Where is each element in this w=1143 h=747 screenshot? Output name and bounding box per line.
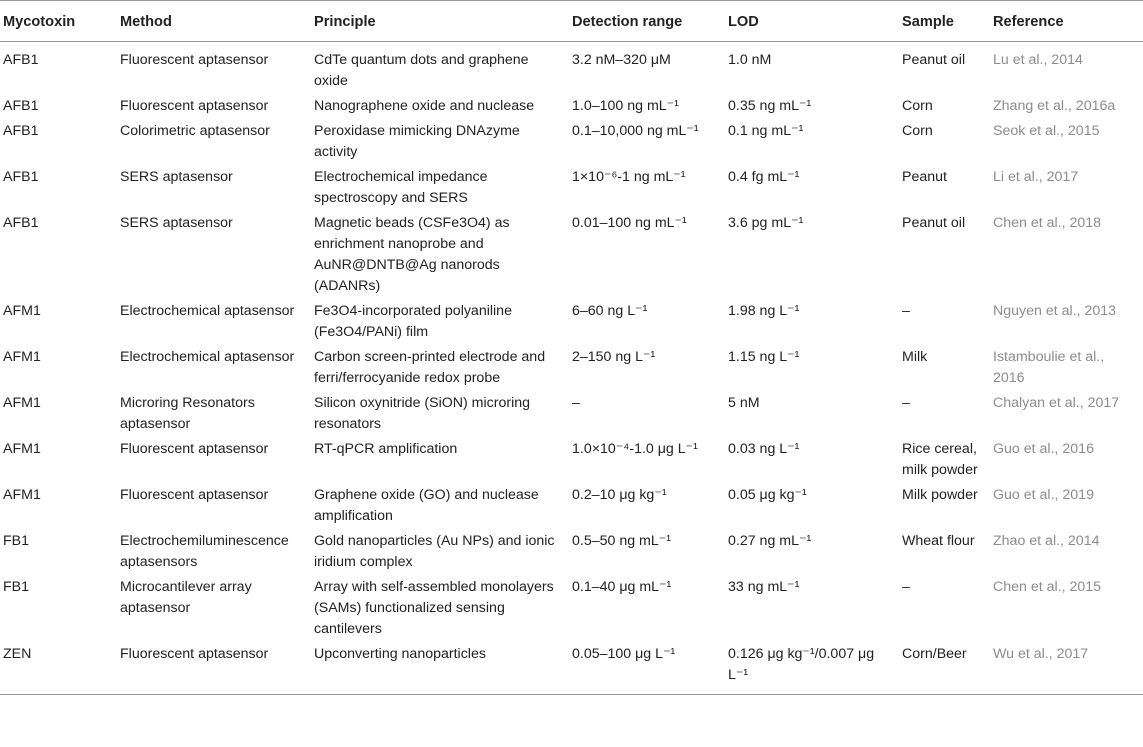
cell-sample: – xyxy=(902,579,910,595)
cell-lod: 0.35 ng mL⁻¹ xyxy=(728,98,812,114)
cell-method: Electrochemical aptasensor xyxy=(120,349,295,365)
cell-mycotoxin: FB1 xyxy=(3,579,30,595)
cell-range: 0.1–10,000 ng mL⁻¹ xyxy=(572,123,699,139)
cell-reference[interactable]: Seok et al., 2015 xyxy=(993,123,1100,139)
cell-range: 1×10⁻⁶-1 ng mL⁻¹ xyxy=(572,169,686,185)
cell-mycotoxin: AFB1 xyxy=(3,169,39,185)
cell-principle: RT-qPCR amplification xyxy=(314,441,458,457)
cell-reference[interactable]: Chen et al., 2018 xyxy=(993,215,1102,231)
cell-range: 0.5–50 ng mL⁻¹ xyxy=(572,533,671,549)
cell-principle: Electrochemical impedance spectroscopy and SERS xyxy=(314,169,488,206)
cell-reference[interactable]: Zhao et al., 2014 xyxy=(993,533,1100,549)
cell-lod: 33 ng mL⁻¹ xyxy=(728,579,800,595)
cell-method: Fluorescent aptasensor xyxy=(120,52,269,68)
cell-range: – xyxy=(572,395,580,411)
cell-reference[interactable]: Lu et al., 2014 xyxy=(993,52,1083,68)
cell-reference[interactable]: Zhang et al., 2016a xyxy=(993,98,1116,114)
cell-principle: Graphene oxide (GO) and nuclease amplification xyxy=(314,487,539,524)
cell-lod: 0.05 μg kg⁻¹ xyxy=(728,487,807,503)
cell-sample: Corn/Beer xyxy=(896,644,987,695)
cell-principle: Silicon oxynitride (SiON) microring resonators xyxy=(314,395,531,432)
cell-range: 1.0–100 ng mL⁻¹ xyxy=(572,98,679,114)
cell-range: 3.2 nM–320 μM xyxy=(572,52,671,68)
cell-principle: Nanographene oxide and nuclease xyxy=(314,98,535,114)
cell-reference[interactable]: Guo et al., 2016 xyxy=(993,441,1094,457)
cell-sample: Peanut xyxy=(902,169,947,185)
cell-mycotoxin: AFM1 xyxy=(3,349,41,365)
cell-reference[interactable]: Nguyen et al., 2013 xyxy=(993,303,1117,319)
table-row xyxy=(0,213,1143,301)
cell-method: SERS aptasensor xyxy=(120,215,233,231)
cell-range: 0.01–100 ng mL⁻¹ xyxy=(572,215,687,231)
table-row xyxy=(0,301,1143,347)
cell-lod: 0.4 fg mL⁻¹ xyxy=(728,169,800,185)
cell-lod: 3.6 pg mL⁻¹ xyxy=(728,215,804,231)
cell-reference[interactable]: Chalyan et al., 2017 xyxy=(993,395,1120,411)
cell-principle: Upconverting nanoparticles xyxy=(308,644,566,695)
cell-sample: Milk xyxy=(902,349,928,365)
cell-method: Colorimetric aptasensor xyxy=(120,123,270,139)
cell-sample: – xyxy=(902,303,910,319)
table-row xyxy=(0,439,1143,485)
header-method: Method xyxy=(114,1,308,42)
header-detection-range: Detection range xyxy=(566,1,722,42)
cell-range: 0.05–100 μg L⁻¹ xyxy=(566,644,722,695)
cell-method: Electrochemical aptasensor xyxy=(120,303,295,319)
table-row xyxy=(0,577,1143,644)
cell-principle: Peroxidase mimicking DNAzyme activity xyxy=(314,123,520,160)
cell-principle: CdTe quantum dots and graphene oxide xyxy=(314,52,529,89)
cell-range: 6–60 ng L⁻¹ xyxy=(572,303,648,319)
cell-reference[interactable]: Guo et al., 2019 xyxy=(993,487,1094,503)
table-header xyxy=(0,1,1143,42)
table-row xyxy=(0,42,1143,97)
table-row xyxy=(0,393,1143,439)
cell-mycotoxin: AFM1 xyxy=(3,303,41,319)
table-row xyxy=(0,121,1143,167)
table-row xyxy=(0,347,1143,393)
cell-lod: 1.0 nM xyxy=(728,52,772,68)
cell-mycotoxin: ZEN xyxy=(0,644,114,695)
cell-principle: Carbon screen-printed electrode and ferri/ferrocyanide redox probe xyxy=(314,349,546,386)
cell-range: 2–150 ng L⁻¹ xyxy=(572,349,656,365)
cell-mycotoxin: AFB1 xyxy=(3,123,39,139)
cell-lod: 0.27 ng mL⁻¹ xyxy=(728,533,812,549)
cell-sample: Corn xyxy=(902,123,933,139)
cell-mycotoxin: AFM1 xyxy=(3,441,41,457)
cell-sample: – xyxy=(902,395,910,411)
cell-lod: 1.15 ng L⁻¹ xyxy=(728,349,800,365)
header-principle: Principle xyxy=(308,1,566,42)
cell-principle: Gold nanoparticles (Au NPs) and ionic iridium complex xyxy=(314,533,555,570)
table-row xyxy=(0,531,1143,577)
cell-method: Microcantilever array aptasensor xyxy=(120,579,252,616)
cell-mycotoxin: FB1 xyxy=(3,533,30,549)
cell-sample: Wheat flour xyxy=(902,533,975,549)
cell-reference[interactable]: Li et al., 2017 xyxy=(993,169,1079,185)
cell-range: 1.0×10⁻⁴-1.0 μg L⁻¹ xyxy=(572,441,698,457)
header-mycotoxin: Mycotoxin xyxy=(0,1,114,42)
cell-range: 0.1–40 μg mL⁻¹ xyxy=(572,579,672,595)
cell-mycotoxin: AFB1 xyxy=(3,98,39,114)
cell-mycotoxin: AFM1 xyxy=(3,395,41,411)
cell-method: Fluorescent aptasensor xyxy=(120,487,269,503)
header-sample: Sample xyxy=(896,1,987,42)
cell-lod: 0.03 ng L⁻¹ xyxy=(728,441,800,457)
table-row xyxy=(0,485,1143,531)
cell-mycotoxin: AFB1 xyxy=(3,52,39,68)
cell-sample: Milk powder xyxy=(902,487,978,503)
cell-range: 0.2–10 μg kg⁻¹ xyxy=(572,487,667,503)
cell-mycotoxin: AFB1 xyxy=(3,215,39,231)
cell-lod: 0.126 μg kg⁻¹/0.007 μg L⁻¹ xyxy=(722,644,896,695)
cell-method: Fluorescent aptasensor xyxy=(120,98,269,114)
cell-reference[interactable]: Istamboulie et al., 2016 xyxy=(993,349,1105,386)
cell-sample: Rice cereal, milk powder xyxy=(902,441,978,478)
cell-sample: Peanut oil xyxy=(902,215,966,231)
cell-method: Fluorescent aptasensor xyxy=(114,644,308,695)
cell-mycotoxin: AFM1 xyxy=(3,487,41,503)
table-row xyxy=(0,644,1143,695)
header-reference: Reference xyxy=(987,1,1143,42)
cell-principle: Fe3O4-incorporated polyaniline (Fe3O4/PANi) film xyxy=(314,303,512,340)
cell-principle: Magnetic beads (CSFe3O4) as enrichment nanoprobe and AuNR@DNTB@Ag nanorods (ADANRs) xyxy=(314,215,510,294)
table-row xyxy=(0,167,1143,213)
cell-sample: Corn xyxy=(902,98,933,114)
cell-sample: Peanut oil xyxy=(902,52,966,68)
cell-method: Microring Resonators aptasensor xyxy=(120,395,255,432)
table-body xyxy=(0,42,1143,695)
cell-lod: 1.98 ng L⁻¹ xyxy=(728,303,800,319)
table-row xyxy=(0,96,1143,121)
header-lod: LOD xyxy=(722,1,896,42)
header-row xyxy=(0,1,1143,42)
cell-reference[interactable]: Wu et al., 2017 xyxy=(987,644,1143,695)
cell-lod: 5 nM xyxy=(728,395,760,411)
cell-method: SERS aptasensor xyxy=(120,169,233,185)
cell-reference[interactable]: Chen et al., 2015 xyxy=(993,579,1102,595)
cell-method: Fluorescent aptasensor xyxy=(120,441,269,457)
cell-principle: Array with self-assembled monolayers (SAMs) functionalized sensing cantilevers xyxy=(314,579,554,637)
cell-lod: 0.1 ng mL⁻¹ xyxy=(728,123,804,139)
cell-method: Electrochemiluminescence aptasensors xyxy=(120,533,289,570)
